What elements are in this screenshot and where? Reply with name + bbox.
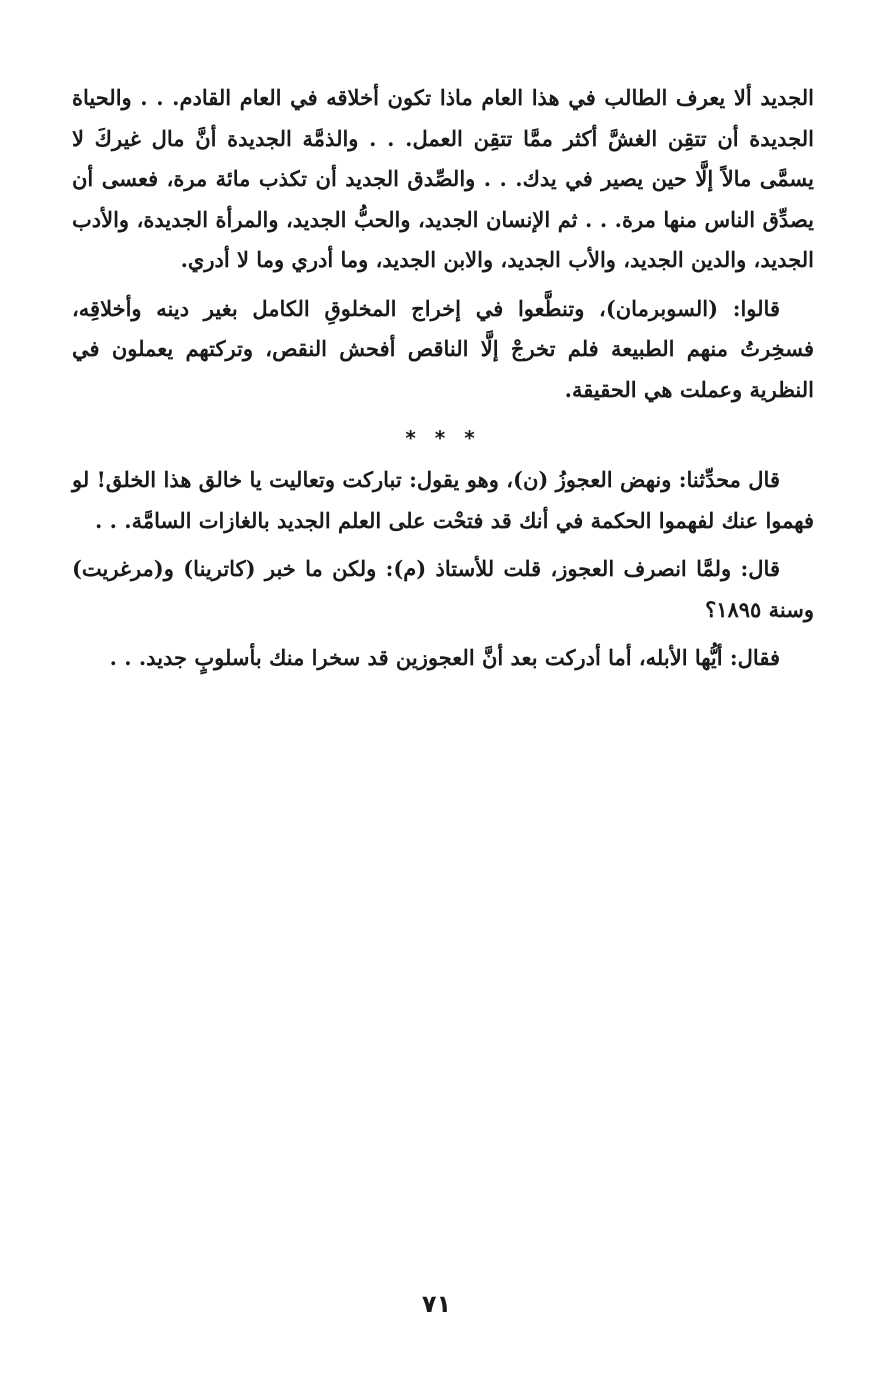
paragraph-3: قال محدِّثنا: ونهض العجوزُ (ن)، وهو يقول: تباركت وتعاليت يا خالق هذا الخلق! لو فهموا عنك لفهموا الحكمة في أنك قد فتحْت على العلم الجديد بالغازات السامَّة. . . <box>72 467 814 533</box>
page-number: ٧١ <box>421 1290 452 1318</box>
paragraph-4: قال: ولمَّا انصرف العجوز، قلت للأستاذ (م): ولكن ما خبر (كاترينا) و(مرغريت) وسنة ١٨٩٥؟ <box>72 556 814 622</box>
paragraph-2: قالوا: (السوبرمان)، وتنطَّعوا في إخراج المخلوقِ الكامل بغير دينه وأخلاقِه، فسخِرتُ منهم الطبيعة فلم تخرجْ إلَّا الناقص أفحش النقص، وتركتهم يعملون في النظرية وعملت هي الحقيقة. <box>72 295 814 402</box>
page-body <box>72 78 814 687</box>
section-separator: * * * <box>405 426 481 450</box>
paragraph-1: الجديد ألا يعرف الطالب في هذا العام ماذا تكون أخلاقه في العام القادم. . . والحياة الجديدة أن تتقِن الغشَّ أكثر ممَّا تتقِن العمل. . . والذمَّة الجديدة أنَّ مال غيركَ لا يسمَّى مالاً إلَّا حين يصير في يدك. . . والصِّدق الجديد أن تكذب مائة مرة، فعسى أن يصدِّق الناس منها مرة. . . ثم الإنسان الجديد، والحبُّ الجديد، والمرأة الجديدة، والأدب الجديد، والدين الجديد، والأب الجديد، والابن الجديد، وما أدري وما لا أدري. <box>72 85 814 272</box>
paragraph-5: فقال: أيُّها الأبله، أما أدركت بعد أنَّ العجوزين قد سخرا منك بأسلوبٍ جديد. . . <box>109 645 780 670</box>
